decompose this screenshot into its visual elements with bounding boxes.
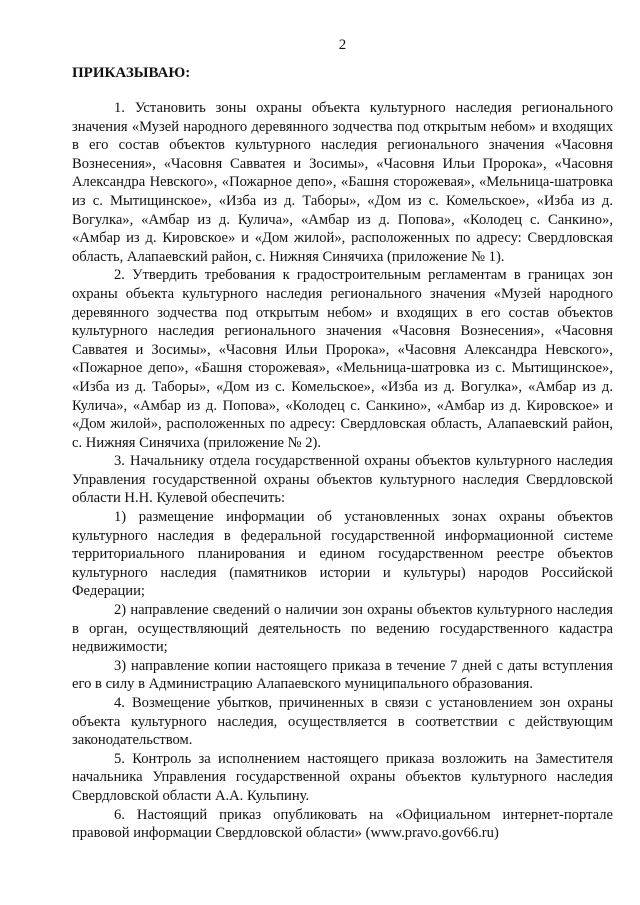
- clause-4: 4. Возмещение убытков, причиненных в связи с установлением зон охраны объекта культурного наследия, осуществляется в соответствии с действующим законодательством.: [72, 695, 613, 749]
- clause-3: 3. Начальнику отдела государственной охраны объектов культурного наследия Управления государственной охраны объектов культурного наследия Свердловской области Н.Н. Кулевой обеспечить:: [72, 453, 613, 507]
- clause-3-item-2: 2) направление сведений о наличии зон охраны объектов культурного наследия в орган, осуществляющий деятельность по ведению государственного кадастра недвижимости;: [72, 602, 613, 656]
- clause-6: 6. Настоящий приказ опубликовать на «Официальном интернет-портале правовой информации Свердловской области» (www.pravo.gov66.ru): [72, 806, 613, 842]
- clause-1: 1. Установить зоны охраны объекта культурного наследия регионального значения «Музей народного деревянного зодчества под открытым небом» и входящих в его состав объектов культурного наследия регионального значения «Часовня Вознесения», «Часовня Савватея и Зосимы», «Часовня Ильи Пророка», «Часовня Александра Невского», «Пожарное депо», «Башня сторожевая», «Мельница-шатровка из с. Мытищинское», «Изба из д. Таборы», «Дом из с. Комельское», «Изба из д. Вогулка», «Амбар из д. Кулича», «Амбар из д. Попова», «Колодец с. Санкино», «Амбар из д. Кировское» и «Дом жилой», расположенных по адресу: Свердловская область, Алапаевский район, с. Нижняя Синячиха (приложение № 1).: [72, 100, 613, 265]
- clause-5: 5. Контроль за исполнением настоящего приказа возложить на Заместителя начальника Управления государственной охраны объектов культурного наследия Свердловской области А.А. Кульпину.: [72, 750, 613, 804]
- clause-3-item-1: 1) размещение информации об установленных зонах охраны объектов культурного наследия в федеральной государственной информационной системе территориального планирования и едином государственном реестре объектов культурного наследия (памятников истории и культуры) народов Российской Федерации;: [72, 509, 613, 600]
- page-number: 2: [338, 37, 347, 53]
- clause-2: 2. Утвердить требования к градостроительным регламентам в границах зон охраны объекта культурного наследия регионального значения «Музей народного деревянного зодчества под открытым небом» и входящих в его состав объектов культурного наследия регионального значения «Часовня Вознесения», «Часовня Савватея и Зосимы», «Часовня Ильи Пророка», «Часовня Александра Невского», «Пожарное депо», «Башня сторожевая», «Мельница-шатровка из с. Мытищинское», «Изба из д. Таборы», «Дом из с. Комельское», «Изба из д. Вогулка», «Амбар из д. Кулича», «Амбар из д. Попова», «Колодец с. Санкино», «Амбар из д. Кировское» и «Дом жилой», расположенных по адресу: Свердловская область, Алапаевский район, с. Нижняя Синячиха (приложение № 2).: [72, 267, 613, 451]
- order-heading: ПРИКАЗЫВАЮ:: [72, 65, 191, 81]
- clause-3-item-3: 3) направление копии настоящего приказа в течение 7 дней с даты вступления его в силу в Администрацию Алапаевского муниципального образования.: [72, 657, 613, 693]
